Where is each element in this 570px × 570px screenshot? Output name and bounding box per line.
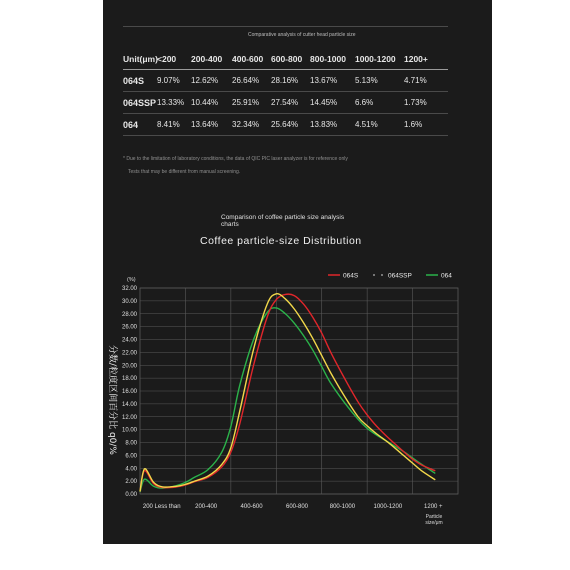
y-tick-label: 30.00 [121,298,137,305]
legend-label-064: 064 [441,272,452,280]
row-label: 064S [123,70,157,92]
x-tick-label: 1000-1200 [373,504,403,510]
table-cell: 25.91% [232,92,271,114]
table-row [123,92,448,114]
header-cell: 800-1000 [310,48,355,70]
content-panel [103,0,492,544]
table-row [123,114,448,136]
y-tick-label: 24.00 [121,337,137,344]
disclaimer-note: * Due to the limitation of laboratory conditions, the data of QIC PIC laser analyzer is for reference only [123,156,348,162]
y-tick-label: 6.00 [125,453,137,460]
table-cell: 32.34% [232,114,271,136]
table-title: Comparative analysis of cutter head particle size [248,32,356,38]
table-cell: 4.51% [355,114,404,136]
x-tick-label: 1200 + [424,504,443,510]
table-cell: 1.73% [404,92,448,114]
table-cell: 13.64% [191,114,232,136]
y-axis-label: 分数/粒度区间百分比 q0/% [107,345,117,455]
chart-title: Comparison of coffee particle size analysis charts [221,214,345,228]
table-cell: 13.67% [310,70,355,92]
table-cell: 4.71% [404,70,448,92]
y-tick-label: 18.00 [121,376,137,383]
y-tick-label: 4.00 [125,466,137,473]
y-tick-label: 32.00 [121,286,137,292]
x-unit-label: Particle [425,514,443,520]
table-cell: 12.62% [191,70,232,92]
y-tick-label: 12.00 [121,414,137,421]
x-tick-label: 800-1000 [329,504,356,510]
x-tick-label: 200-400 [195,504,218,510]
x-tick-label: 400-600 [240,504,263,510]
legend-label-064ssp: 064SSP [388,272,412,280]
table-cell: 1.6% [404,114,448,136]
chart-subtitle: Coffee particle-size Distribution [200,235,362,247]
header-cell: 400-600 [232,48,271,70]
series-line-064s [140,294,435,491]
table-cell: 28.16% [271,70,310,92]
header-cell: 200-400 [191,48,232,70]
disclaimer-note-2: Tests that may be different from manual screening. [128,169,241,175]
y-unit-label: (%) [127,277,136,283]
table-cell: 10.44% [191,92,232,114]
header-cell: 1000-1200 [355,48,404,70]
table-cell: 27.54% [271,92,310,114]
row-label: 064 [123,114,157,136]
table-cell: 25.64% [271,114,310,136]
row-label: 064SSP [123,92,157,114]
series-line-064ssp [140,294,435,492]
table-top-rule [123,26,448,27]
y-tick-label: 28.00 [121,311,137,318]
y-tick-label: 8.00 [125,440,137,447]
table-cell: 14.45% [310,92,355,114]
y-tick-label: 2.00 [125,479,137,486]
table-row [123,70,448,92]
table-cell: 5.13% [355,70,404,92]
header-cell: <200 [157,48,191,70]
header-cell: 600-800 [271,48,310,70]
table-header-row [123,48,448,70]
line-chart [103,260,492,530]
table-cell: 26.64% [232,70,271,92]
y-tick-label: 20.00 [121,363,137,370]
particle-size-table [123,48,448,136]
x-unit-label-line2: size/μm [425,520,443,526]
y-tick-label: 16.00 [121,389,137,395]
table-cell: 13.83% [310,114,355,136]
y-tick-label: 14.00 [121,401,137,408]
y-tick-label: 26.00 [121,324,137,331]
table-cell: 13.33% [157,92,191,114]
table-cell: 9.07% [157,70,191,92]
header-cell: 1200+ [404,48,448,70]
x-tick-label: 600-800 [285,504,309,510]
legend-label-064s: 064S [343,272,359,280]
table-cell: 6.6% [355,92,404,114]
y-tick-label: 0.00 [125,492,137,498]
y-tick-label: 22.00 [121,350,137,357]
table-cell: 8.41% [157,114,191,136]
series-line-064 [140,308,435,492]
y-tick-label: 10.00 [121,427,137,434]
x-tick-label: 200 Less than [142,504,181,510]
header-cell: Unit(μm) [123,48,157,70]
